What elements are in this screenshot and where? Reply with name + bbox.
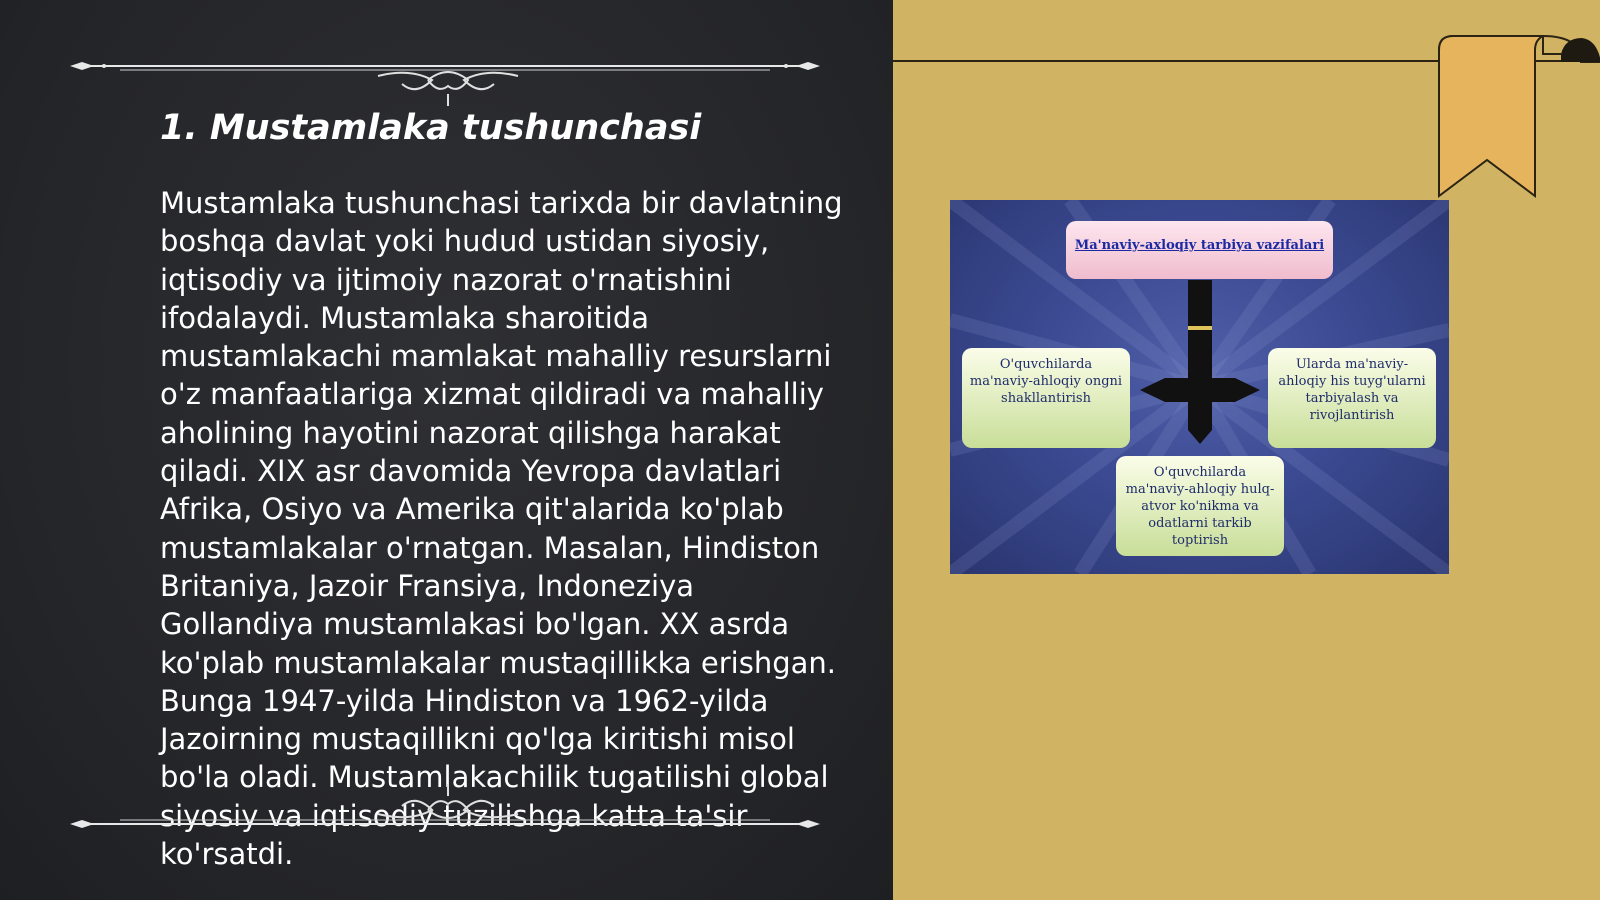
top-ornament	[60, 50, 830, 110]
diagram-title-box	[1066, 221, 1333, 279]
slide-title: 1. Mustamlaka tushunchasi	[160, 108, 702, 148]
diagram-bottom-box: O'quvchilarda ma'naviy-ahloqiy hulq-atvor ko'nikma va odatlarni tarkib toptirish	[1116, 456, 1284, 556]
bottom-ornament	[60, 780, 830, 840]
slide-body-text: Mustamlaka tushunchasi tarixda bir davlatning boshqa davlat yoki hudud ustidan siyosiy, iqtisodiy va ijtimoiy nazorat o'rnatishini ifodalaydi. Mustamlaka sharoitida mustamlakachi mamlakat mahalliy resurslarni o'z manfaatlariga xizmat qildiradi va mahalliy aholining hayotini nazorat qilishga harakat qiladi. XIX asr davomida Yevropa davlatlari Afrika, Osiyo va Amerika qit'alarida ko'plab mustamlakalar o'rnatgan. Masalan, Hindiston Britaniya, Jazoir Fransiya, Indoneziya Gollandiya mustamlakasi bo'lgan. XX asrda ko'plab mustamlakalar mustaqillikka erishgan. Bunga 1947-yilda Hindiston va 1962-yilda Jazoirning mustaqillikni qo'lga kiritishi misol bo'la oladi. Mustamlakachilik tugatilishi global siyosiy va iqtisodiy tuzilishga katta ta'sir ko'rsatdi.	[160, 186, 843, 872]
right-panel	[893, 0, 1600, 900]
diagram-left-box: O'quvchilarda ma'naviy-ahloqiy ongni shakllantirish	[962, 348, 1130, 448]
bookmark-ribbon	[893, 0, 1600, 220]
diagram-right-box: Ularda ma'naviy-ahloqiy his tuyg'ularni tarbiyalash va rivojlantirish	[1268, 348, 1436, 448]
diagram-image	[950, 200, 1449, 574]
diagram-title: Ma'naviy-axloqiy tarbiya vazifalari	[1074, 238, 1325, 253]
